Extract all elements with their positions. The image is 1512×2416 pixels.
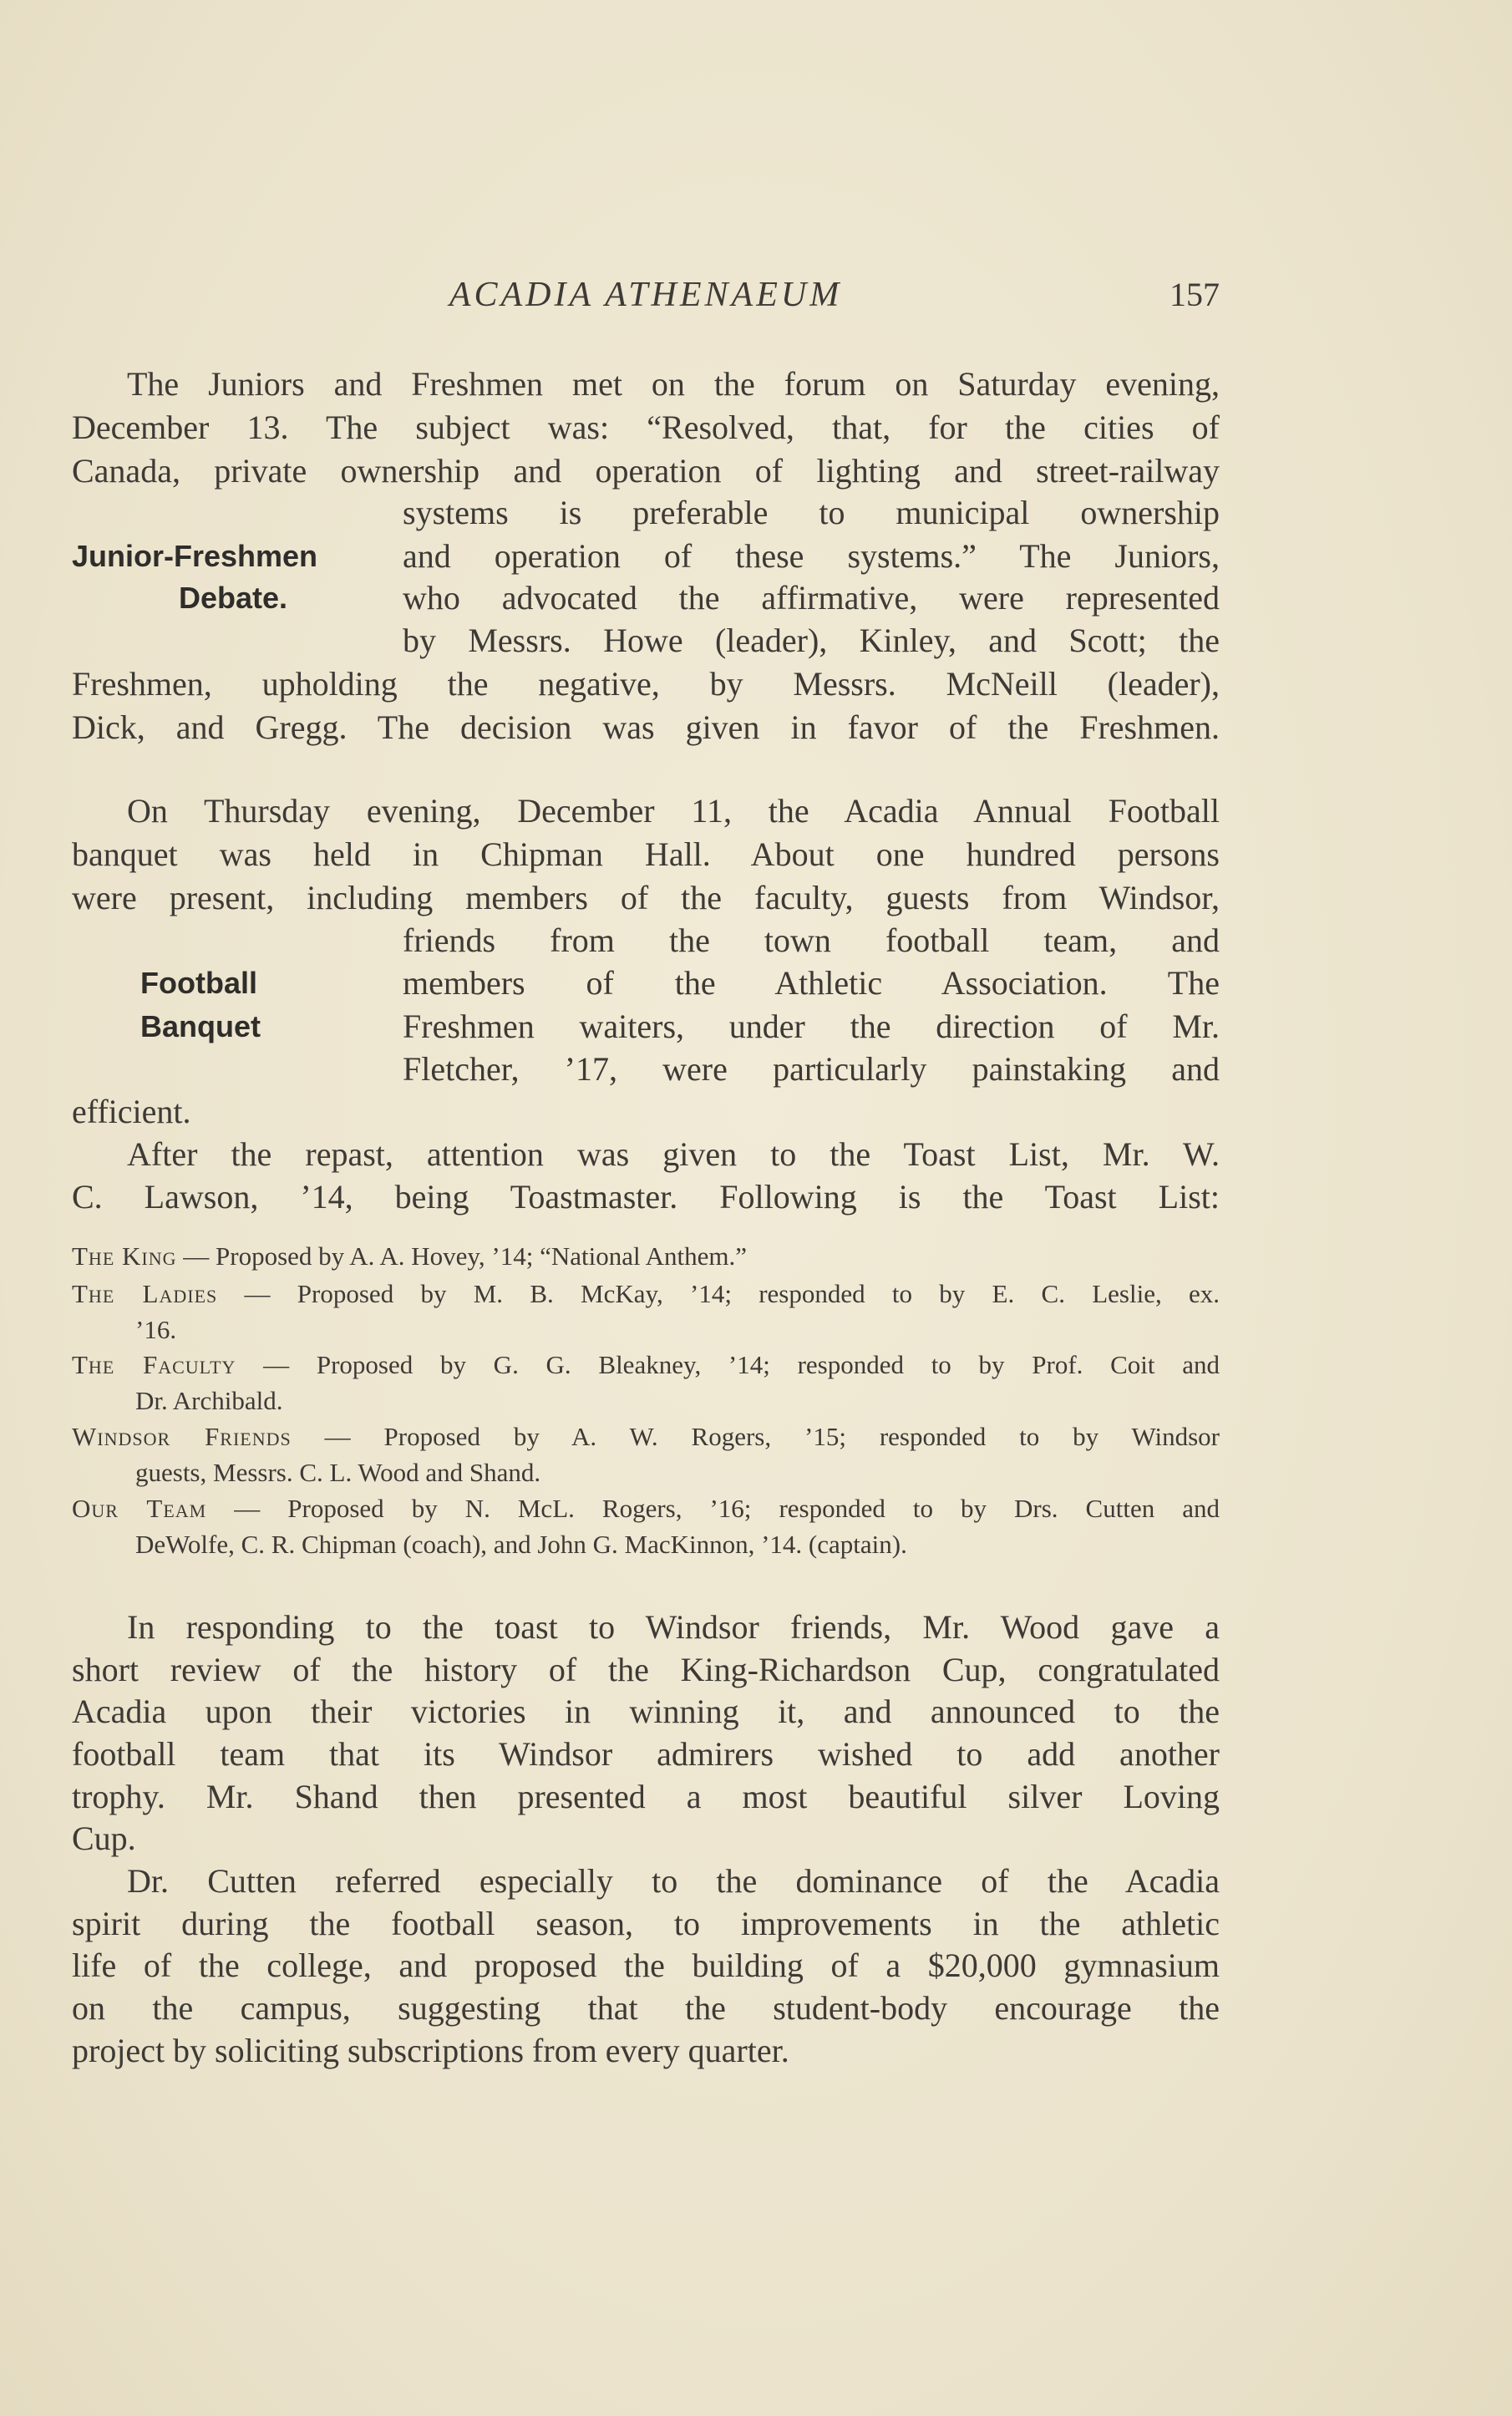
text-line: members of the Athletic Association. The (403, 964, 1220, 1002)
toast-name: Our Team (72, 1494, 207, 1523)
sidenote-debate-line2: Debate. (179, 581, 288, 615)
text-line: football team that its Windsor admirers wished to add another (72, 1735, 1220, 1773)
text-line: In responding to the toast to Windsor friends, Mr. Wood gave a (127, 1608, 1220, 1646)
toast-name: The Faculty (72, 1350, 236, 1379)
toast-name: Windsor Friends (72, 1422, 292, 1451)
toast-item (72, 1419, 1220, 1490)
text-line: The Juniors and Freshmen met on the forum on Saturday evening, (127, 365, 1220, 403)
sidenote-banquet-line2: Banquet (140, 1009, 261, 1043)
running-header (72, 270, 1220, 320)
text-line: project by soliciting subscriptions from every quarter. (72, 2032, 789, 2069)
toast-continuation: guests, Messrs. C. L. Wood and Shand. (135, 1458, 541, 1487)
text-line: December 13. The subject was: “Resolved, that, for the cities of (72, 409, 1220, 446)
toast-text: — Proposed by A. W. Rogers, ’15; responded to by Windsor (324, 1422, 1220, 1451)
toast-text: — Proposed by A. A. Hovey, ’14; “National Anthem.” (183, 1241, 747, 1271)
toast-continuation: ’16. (135, 1315, 177, 1344)
text-line: Cup. (72, 1820, 136, 1857)
toast-item (72, 1347, 1220, 1419)
text-line: short review of the history of the King-Richardson Cup, congratulated (72, 1651, 1220, 1688)
text-line: Fletcher, ’17, were particularly painstaking and (403, 1050, 1220, 1088)
toast-continuation: DeWolfe, C. R. Chipman (coach), and John G. MacKinnon, ’14. (captain). (135, 1530, 907, 1559)
toast-name: The Ladies (72, 1279, 218, 1308)
toast-name: The King (72, 1241, 177, 1271)
text-line: Freshmen waiters, under the direction of Mr. (403, 1008, 1220, 1045)
text-line: systems is preferable to municipal ownership (403, 494, 1220, 531)
sidenote-banquet-line1: Football (140, 966, 257, 1000)
toast-text: — Proposed by G. G. Bleakney, ’14; responded to by Prof. Coit and (263, 1350, 1220, 1379)
toast-continuation: Dr. Archibald. (135, 1386, 283, 1415)
toast-item (72, 1490, 1220, 1562)
text-line: and operation of these systems.” The Juniors, (403, 537, 1220, 575)
toast-item (72, 1238, 1220, 1274)
text-line: Dick, and Gregg. The decision was given in favor of the Freshmen. (72, 708, 1220, 746)
text-line: were present, including members of the faculty, guests from Windsor, (72, 879, 1220, 916)
text-line: Freshmen, upholding the negative, by Messrs. McNeill (leader), (72, 665, 1220, 703)
text-line: on the campus, suggesting that the student-body encourage the (72, 1989, 1220, 2027)
text-line: who advocated the affirmative, were represented (403, 579, 1220, 617)
text-line: by Messrs. Howe (leader), Kinley, and Scott; the (403, 622, 1220, 659)
text-line: friends from the town football team, and (403, 921, 1220, 959)
text-line: Dr. Cutten referred especially to the dominance of the Acadia (127, 1862, 1220, 1900)
text-line: Acadia upon their victories in winning it, and announced to the (72, 1693, 1220, 1730)
text-line: On Thursday evening, December 11, the Acadia Annual Football (127, 792, 1220, 830)
text-line: life of the college, and proposed the building of a $20,000 gymnasium (72, 1947, 1220, 1984)
text-line: efficient. (72, 1093, 191, 1130)
toast-item (72, 1276, 1220, 1348)
text-line: C. Lawson, ’14, being Toastmaster. Following is the Toast List: (72, 1178, 1220, 1216)
text-line: spirit during the football season, to improvements in the athletic (72, 1905, 1220, 1942)
toast-text: — Proposed by N. McL. Rogers, ’16; responded to by Drs. Cutten and (234, 1494, 1220, 1523)
toast-text: — Proposed by M. B. McKay, ’14; responded to by E. C. Leslie, ex. (244, 1279, 1220, 1308)
text-line: Canada, private ownership and operation of lighting and street-railway (72, 452, 1220, 490)
sidenote-debate-line1: Junior-Freshmen (72, 539, 318, 573)
text-line: trophy. Mr. Shand then presented a most beautiful silver Loving (72, 1778, 1220, 1815)
text-line: After the repast, attention was given to the Toast List, Mr. W. (127, 1135, 1220, 1173)
journal-title: ACADIA ATHENAEUM (449, 276, 843, 314)
text-line: banquet was held in Chipman Hall. About one hundred persons (72, 835, 1220, 873)
page-number: 157 (1170, 276, 1220, 313)
